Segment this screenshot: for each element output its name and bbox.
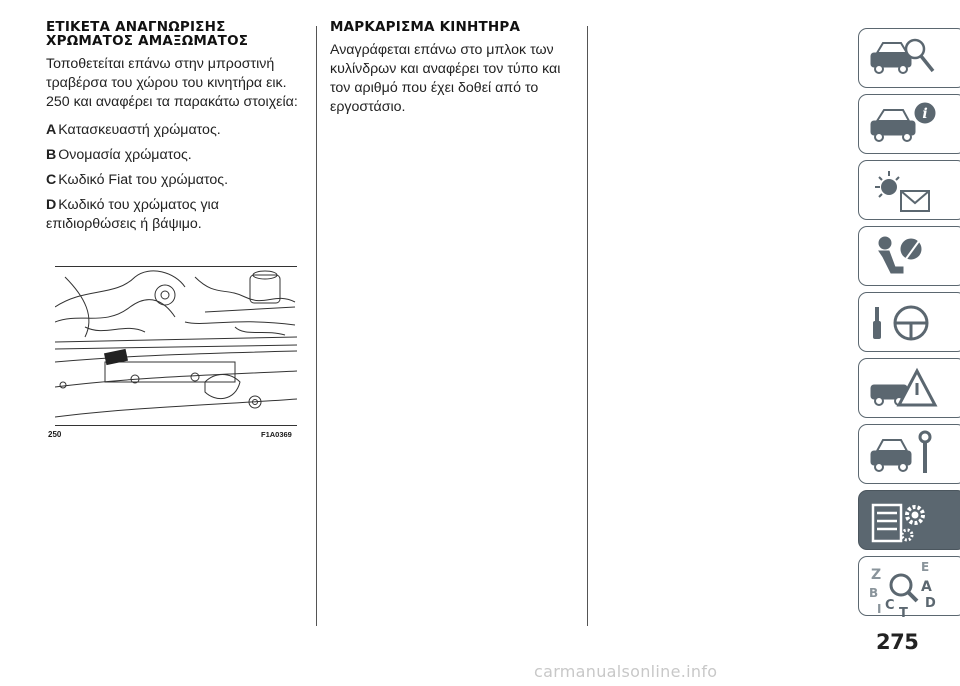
left-column <box>46 20 302 240</box>
car-hazard-icon <box>859 359 960 419</box>
engine-marking-body: Αναγράφεται επάνω στο μπλοκ των κυλίνδρων και αναφέρει τον τύπο και τον αριθμό που έχει δοθεί από το εργοστάσιο. <box>330 42 561 115</box>
middle-column <box>330 20 580 126</box>
engine-bay-illustration <box>55 267 297 425</box>
specs-gears-icon <box>859 491 960 551</box>
section-heading-engine-marking: ΜΑΡΚΑΡΙΣΜΑ ΚΙΝΗΤΗΡΑ <box>330 19 521 35</box>
car-info-icon <box>859 95 960 155</box>
svg-text:I: I <box>877 602 882 616</box>
svg-text:Z: Z <box>871 567 882 583</box>
tab-index[interactable] <box>858 556 960 619</box>
warning-lights-icon <box>859 161 960 221</box>
svg-text:B: B <box>869 586 879 600</box>
list-item-a: A Κατασκευαστή χρώματος. <box>46 122 221 138</box>
svg-text:i: i <box>922 106 928 122</box>
figure-number: 250 <box>48 430 62 439</box>
paint-label-intro: Τοποθετείται επάνω στην μπροστινή τραβέρσα του χώρου του κινητήρα εικ. 250 και αναφέρει τα παρακάτω στοιχεία: <box>46 56 298 110</box>
list-item-d: D Κωδικό του χρώματος για επιδιορθώσεις ή βάψιμο. <box>46 197 219 232</box>
column-divider-1 <box>316 26 317 626</box>
figure-code: F1A0369 <box>261 430 292 439</box>
svg-text:D: D <box>925 596 936 611</box>
svg-text:T: T <box>899 606 908 619</box>
alphabetical-index-icon <box>859 557 960 619</box>
page-number: 275 <box>876 630 919 654</box>
tab-emergency[interactable] <box>858 358 960 418</box>
tab-safety-airbag[interactable] <box>858 226 960 286</box>
steering-wheel-key-icon <box>859 293 960 353</box>
tab-car-info[interactable] <box>858 94 960 154</box>
section-heading-paint-label: ΕΤΙΚΕΤΑ ΑΝΑΓΝΩΡΙΣΗΣ ΧΡΩΜΑΤΟΣ ΑΜΑΞΩΜΑΤΟΣ <box>46 19 249 49</box>
car-wrench-icon <box>859 425 960 485</box>
svg-text:A: A <box>921 579 932 595</box>
list-item-b: B Ονομασία χρώματος. <box>46 147 192 163</box>
tab-technical-specs[interactable] <box>858 490 960 550</box>
svg-text:E: E <box>921 560 930 574</box>
engine-bay-figure <box>55 266 297 426</box>
car-magnifier-icon <box>859 29 960 89</box>
airbag-passenger-icon <box>859 227 960 287</box>
watermark: carmanualsonline.info <box>534 662 718 681</box>
tab-warning-lights[interactable] <box>858 160 960 220</box>
svg-text:C: C <box>885 598 895 613</box>
column-divider-2 <box>587 26 588 626</box>
list-item-c: C Κωδικό Fiat του χρώματος. <box>46 172 229 188</box>
tab-car-inspection[interactable] <box>858 28 960 88</box>
tab-maintenance[interactable] <box>858 424 960 484</box>
tab-starting-driving[interactable] <box>858 292 960 352</box>
